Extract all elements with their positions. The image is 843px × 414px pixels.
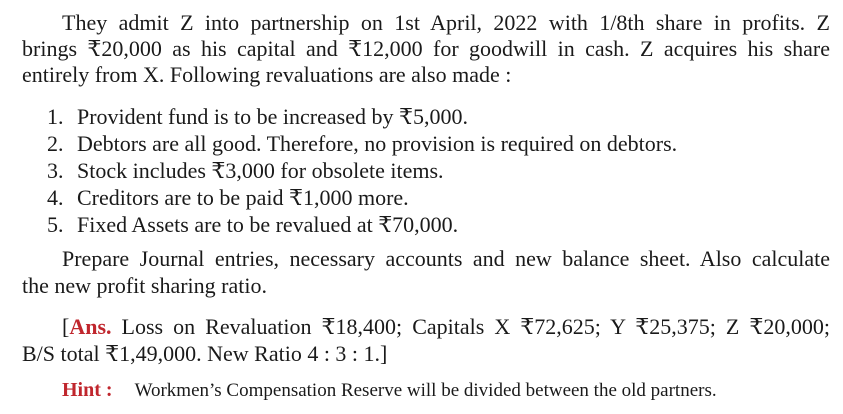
para2-line2: the new profit sharing ratio. bbox=[22, 273, 267, 298]
list-item bbox=[47, 158, 444, 184]
para1-line1: They admit Z into partnership on 1st April, 2022 with 1/8th share in profits. Z bbox=[62, 10, 830, 35]
item-text: Provident fund is to be increased by ₹5,000. bbox=[77, 104, 468, 129]
list-item bbox=[47, 212, 458, 238]
answer-label: Ans. bbox=[69, 314, 112, 339]
para1-line2: brings ₹20,000 as his capital and ₹12,000 for goodwill in cash. Z acquires his share bbox=[22, 36, 830, 61]
item-number: 5. bbox=[47, 212, 64, 237]
item-number: 3. bbox=[47, 158, 64, 183]
item-text: Debtors are all good. Therefore, no provision is required on debtors. bbox=[77, 131, 678, 156]
item-text: Creditors are to be paid ₹1,000 more. bbox=[77, 185, 409, 210]
answer-line1 bbox=[62, 314, 830, 340]
item-text: Stock includes ₹3,000 for obsolete items. bbox=[77, 158, 444, 183]
list-item bbox=[47, 131, 677, 157]
item-text: Fixed Assets are to be revalued at ₹70,000. bbox=[77, 212, 459, 237]
answer-bracket: [ bbox=[62, 314, 70, 339]
item-number: 2. bbox=[47, 131, 64, 156]
hint-label: Hint : bbox=[62, 379, 113, 401]
item-number: 4. bbox=[47, 185, 64, 210]
item-number: 1. bbox=[47, 104, 64, 129]
answer-text: Loss on Revaluation ₹18,400; Capitals X ₹72,625; Y ₹25,375; Z ₹20,000; bbox=[111, 314, 830, 339]
hint-text: Workmen’s Compensation Reserve will be divided between the old partners. bbox=[134, 380, 717, 401]
para1-line3: entirely from X. Following revaluations are also made : bbox=[22, 62, 512, 87]
list-item bbox=[47, 185, 409, 211]
hint-line bbox=[62, 376, 717, 404]
para2-line1: Prepare Journal entries, necessary accounts and new balance sheet. Also calculate bbox=[62, 246, 830, 271]
answer-line2: B/S total ₹1,49,000. New Ratio 4 : 3 : 1.] bbox=[22, 341, 388, 366]
list-item bbox=[47, 104, 468, 130]
